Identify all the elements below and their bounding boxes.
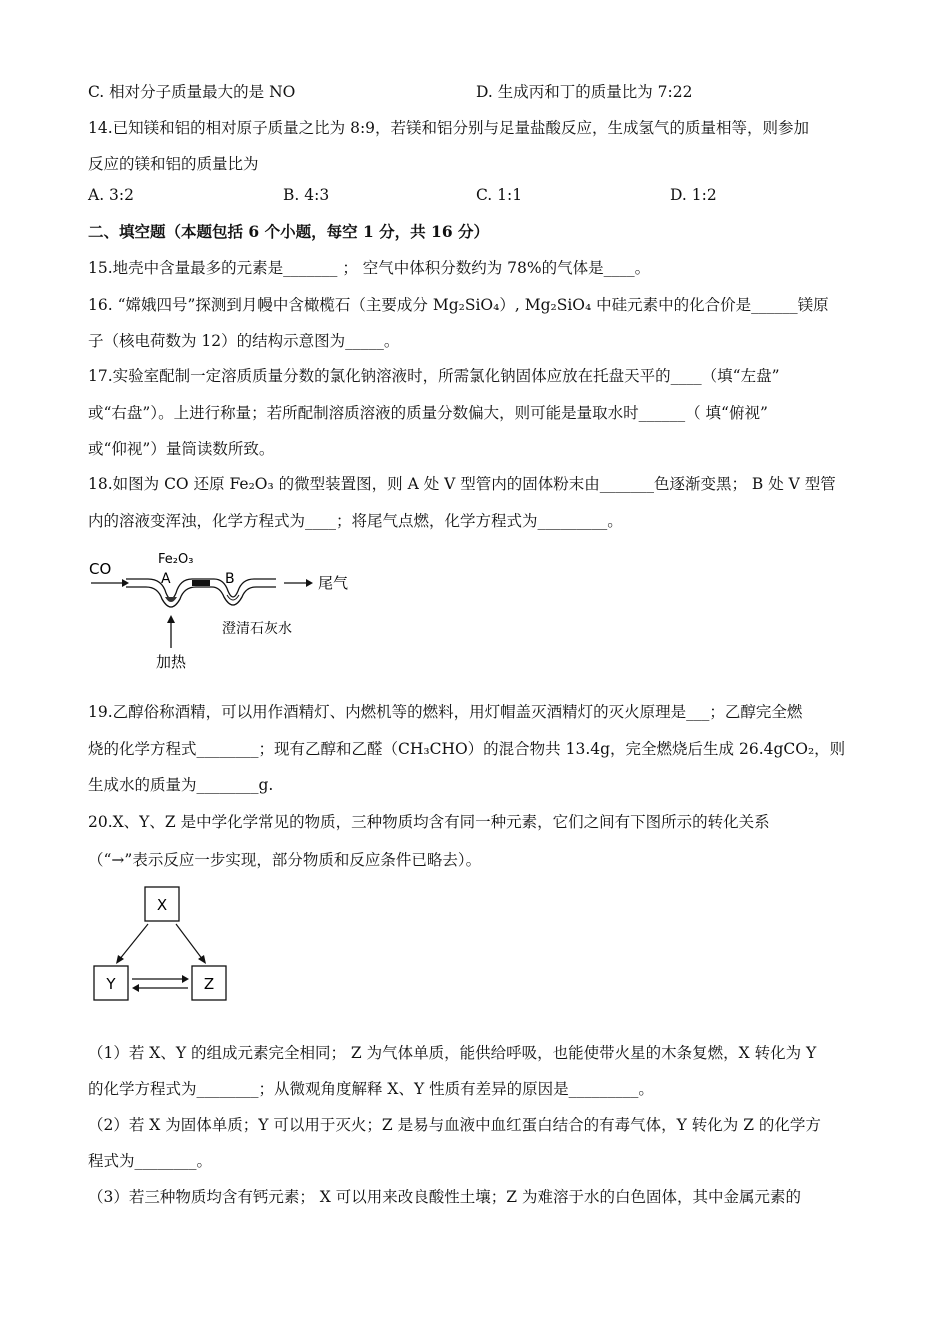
q19-line-2: 烧的化学方程式________；现有乙醇和乙醛（CH₃CHO）的混合物共 13.4g，完全燃烧后生成 26.4gCO₂，则 [88, 740, 846, 758]
q17-line-1: 17.实验室配制一定溶质质量分数的氯化钠溶液时，所需氯化钠固体应放在托盘天平的____（填“左盘” [88, 367, 780, 385]
q14-line-2: 反应的镁和铝的质量比为 [88, 155, 259, 173]
q14-line-1: 14.已知镁和铝的相对原子质量之比为 8:9，若镁和铝分别与足量盐酸反应，生成氢气的质量相等，则参加 [88, 119, 810, 137]
q20-part1-line-1: （1）若 X、Y 的组成元素完全相同； Z 为气体单质，能供给呼吸，也能使带火星的木条复燃，X 转化为 Y [88, 1044, 817, 1062]
q17-line-3: 或“仰视”）量筒读数所致。 [88, 440, 275, 458]
q13-option-d: D. 生成丙和丁的质量比为 7:22 [476, 83, 693, 101]
q20-xyz-svg [86, 880, 236, 1005]
q18-line-2: 内的溶液变浑浊，化学方程式为____；将尾气点燃，化学方程式为_________。 [88, 512, 623, 530]
co-label: CO [89, 560, 112, 578]
q15-line: 15.地壳中含量最多的元素是_______ ； 空气中体积分数约为 78%的气体是____。 [88, 259, 651, 277]
section-heading: 二、填空题（本题包括 6 个小题，每空 1 分，共 16 分） [88, 222, 490, 241]
q14-option-b: B. 4:3 [283, 186, 330, 204]
q18-apparatus-svg [86, 543, 376, 673]
q14-option-c: C. 1:1 [476, 186, 523, 204]
box-z-label: Z [203, 975, 215, 993]
tail-gas-label: 尾气 [318, 574, 349, 592]
q20-part2-line-2: 程式为________。 [88, 1152, 213, 1170]
q20-xyz-diagram [86, 880, 236, 1005]
q14-option-a: A. 3:2 [88, 186, 134, 204]
q14-option-d: D. 1:2 [670, 186, 717, 204]
q20-line-1: 20.X、Y、Z 是中学化学常见的物质，三种物质均含有同一种元素，它们之间有下图所示的转化关系 [88, 813, 770, 831]
q18-line-1: 18.如图为 CO 还原 Fe₂O₃ 的微型装置图，则 A 处 V 型管内的固体粉末由_______色逐渐变黑； B 处 V 型管 [88, 475, 836, 493]
q19-line-3: 生成水的质量为________g. [88, 776, 274, 794]
q20-part1-line-2: 的化学方程式为________；从微观角度解释 X、Y 性质有差异的原因是_________。 [88, 1080, 654, 1098]
q20-part3-line-1: （3）若三种物质均含有钙元素； X 可以用来改良酸性土壤；Z 为难溶于水的白色固体，其中金属元素的 [88, 1188, 801, 1206]
q16-line-1: 16. “嫦娥四号”探测到月幔中含橄榄石（主要成分 Mg₂SiO₄）, Mg₂SiO₄ 中硅元素中的化合价是______镁原 [88, 296, 829, 314]
fe2o3-label: Fe₂O₃ [158, 552, 194, 567]
point-b-label: B [225, 571, 235, 587]
q17-line-2: 或“右盘”）。上进行称量；若所配制溶质溶液的质量分数偏大，则可能是量取水时______（ 填“俯视” [88, 404, 768, 422]
q20-part2-line-1: （2）若 X 为固体单质；Y 可以用于灭火；Z 是易与血液中血红蛋白结合的有毒气体，Y 转化为 Z 的化学方 [88, 1116, 821, 1134]
heat-label: 加热 [156, 653, 187, 671]
point-a-label: A [161, 571, 171, 587]
q18-apparatus-figure [86, 543, 376, 673]
limewater-label: 澄清石灰水 [222, 621, 292, 637]
q16-line-2: 子（核电荷数为 12）的结构示意图为_____。 [88, 332, 400, 350]
q19-line-1: 19.乙醇俗称酒精，可以用作酒精灯、内燃机等的燃料，用灯帽盖灭酒精灯的灭火原理是___；乙醇完全燃 [88, 703, 803, 721]
box-y-label: Y [106, 975, 116, 993]
box-x-label: X [156, 896, 168, 914]
q13-option-c: C. 相对分子质量最大的是 NO [88, 83, 296, 101]
q20-line-2: （“→”表示反应一步实现，部分物质和反应条件已略去）。 [88, 851, 482, 869]
